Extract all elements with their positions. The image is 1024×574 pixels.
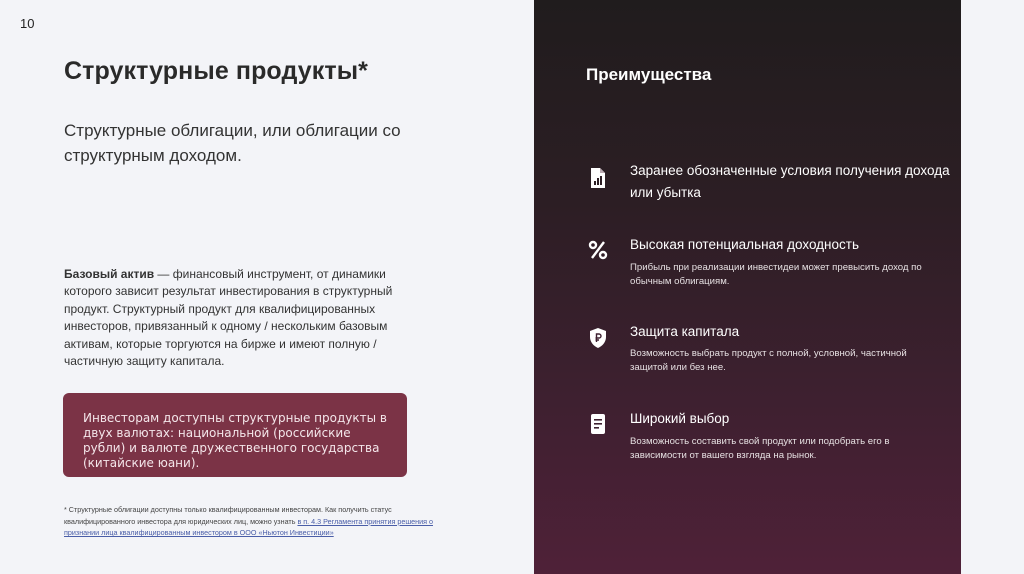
- currency-callout: Инвесторам доступны структурные продукты в двух валютах: национальной (российские рубли) и валюте дружественного государства (китайские юани).: [63, 393, 407, 477]
- benefit-item: [586, 160, 950, 208]
- page-number: 10: [20, 16, 35, 31]
- benefit-title: Высокая потенциальная доходность: [630, 237, 859, 252]
- shield-ruble-icon: [586, 326, 610, 350]
- benefit-description: Возможность выбрать продукт с полной, условной, частичной защитой или без нее.: [630, 348, 907, 373]
- benefit-item: [586, 321, 946, 381]
- definition-text: — финансовый инструмент, от динамики которого зависит результат инвестирования в структурный продукт. Структурный продукт для квалифицированных инвесторов, привязанный к одному / нескольким базовым активам, которые торгуются на бирже и имеют полную / частичную защиту капитала.: [64, 267, 393, 369]
- benefit-title: Защита капитала: [630, 324, 740, 339]
- footnote: [64, 504, 439, 539]
- advantages-panel: [534, 0, 961, 574]
- benefit-title: Заранее обозначенные условия получения дохода или убытка: [630, 163, 950, 200]
- benefit-item: [586, 408, 946, 468]
- regulation-link[interactable]: в п. 4.3 Регламента принятия решения о признании лица квалифицированным инвестором в ООО «Ньютон Инвестиции»: [64, 516, 433, 537]
- subtitle: Структурные облигации, или облигации со структурным доходом.: [64, 121, 401, 165]
- footnote-text: * Структурные облигации доступны только квалифицированным инвесторам. Как получить статус квалифицированного инвестора для юридических лиц, можно узнать: [64, 505, 392, 526]
- benefit-description: Прибыль при реализации инвестидеи может превысить доход по обычным облигациям.: [630, 262, 922, 287]
- percent-icon: [586, 238, 610, 262]
- document-chart-icon: [586, 166, 610, 190]
- definition-term: Базовый актив: [64, 267, 155, 281]
- definition-paragraph: [64, 266, 414, 370]
- benefit-item: [586, 234, 946, 294]
- page-title: Структурные продукты*: [64, 57, 368, 85]
- benefit-description: Возможность составить свой продукт или подобрать его в зависимости от вашего взгляда на рынок.: [630, 436, 890, 461]
- right-margin: [961, 0, 1024, 574]
- benefit-title: Широкий выбор: [630, 411, 730, 426]
- document-list-icon: [586, 412, 610, 436]
- advantages-title: Преимущества: [586, 65, 712, 84]
